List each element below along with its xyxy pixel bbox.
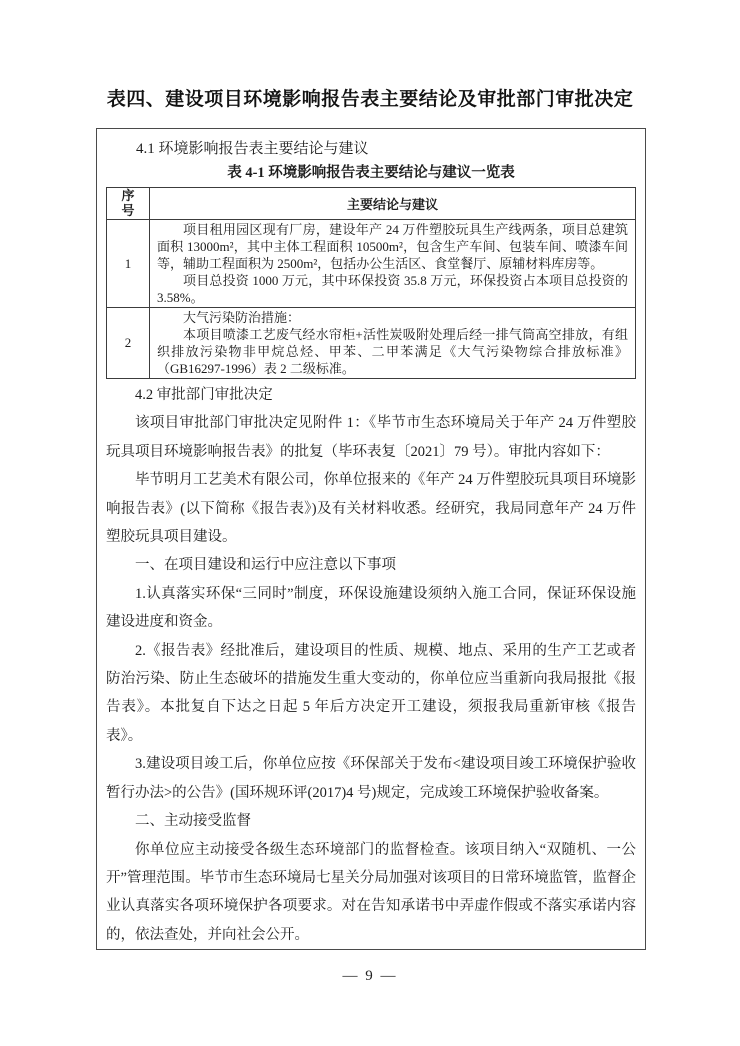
body-paragraph: 1.认真落实环保“三同时”制度，环保设施建设须纳入施工合同，保证环保设施建设进度和资金。 bbox=[106, 585, 636, 631]
table-paragraph: 大气污染防治措施： bbox=[183, 310, 301, 325]
body-paragraph: 该项目审批部门审批决定见附件 1：《毕节市生态环境局关于年产 24 万件塑胶玩具项目环境影响报告表》的批复（毕环表复〔2021〕79 号）。审批内容如下： bbox=[106, 415, 636, 460]
page-title: 表四、建设项目环境影响报告表主要结论及审批部门审批决定 bbox=[106, 89, 634, 110]
column-header-number bbox=[107, 188, 150, 220]
table-4-1-title: 表 4-1 环境影响报告表主要结论与建议一览表 bbox=[227, 165, 515, 181]
table-header-row bbox=[107, 188, 636, 220]
body-paragraph: 3.建设项目竣工后，你单位应按《环保部关于发布<建设项目竣工环境保护验收暂行办法>的公告》(国环规环评(2017)4 号)规定，完成竣工环境保护验收备案。 bbox=[106, 756, 636, 801]
row-content bbox=[150, 308, 636, 379]
table-row bbox=[107, 220, 636, 308]
table-paragraph: 本项目喷漆工艺废气经水帘柜+活性炭吸附处理后经一排气筒高空排放，有组织排放污染物非甲烷总烃、甲苯、二甲苯满足《大气污染物综合排放标准》（GB16297-1996）表 2 二级标准。 bbox=[157, 327, 628, 376]
body-subheading: 二、主动接受监督 bbox=[135, 813, 251, 830]
body-paragraph: 毕节明月工艺美术有限公司，你单位报来的《年产 24 万件塑胶玩具项目环境影响报告表》(以下简称《报告表》)及有关材料收悉。经研究，我局同意年产 24 万件塑胶玩具项目建设。 bbox=[106, 472, 636, 546]
body-subheading: 一、在项目建设和运行中应注意以下事项 bbox=[135, 557, 396, 574]
row-number: 2 bbox=[107, 308, 150, 379]
row-number: 1 bbox=[107, 220, 150, 308]
conclusions-table bbox=[106, 187, 636, 379]
page-number: — 9 — bbox=[342, 968, 398, 984]
body-paragraph: 2.《报告表》经批准后，建设项目的性质、规模、地点、采用的生产工艺或者防治污染、防止生态破坏的措施发生重大变动的，你单位应当重新向我局报批《报告表》。本批复自下达之日起 5 年后方决定开工建设，须报我局重新审核《报告表》。 bbox=[106, 642, 636, 744]
content-box bbox=[96, 128, 646, 950]
table-paragraph: 项目总投资 1000 万元，其中环保投资 35.8 万元，环保投资占本项目总投资的 3.58%。 bbox=[157, 273, 628, 305]
table-row bbox=[107, 308, 636, 379]
row-content bbox=[150, 220, 636, 308]
section-4-1-heading: 4.1 环境影响报告表主要结论与建议 bbox=[136, 141, 369, 157]
section-4-2 bbox=[106, 381, 636, 949]
column-header-conclusions: 主要结论与建议 bbox=[150, 188, 636, 220]
body-paragraph: 你单位应主动接受各级生态环境部门的监督检查。该项目纳入“双随机、一公开”管理范围。毕节市生态环境局七星关分局加强对该项目的日常环境监管，监督企业认真落实各项环境保护各项要求。对在告知承诺书中弄虚作假或不落实承诺内容的，依法查处，并向社会公开。 bbox=[106, 841, 636, 943]
column-header-number-label: 序号 bbox=[121, 188, 135, 218]
table-paragraph: 项目租用园区现有厂房，建设年产 24 万件塑胶玩具生产线两条，项目总建筑面积 13000m²，其中主体工程面积 10500m²，包含生产车间、包装车间、喷漆车间等，辅助工程面积为 2500m²，包括办公生活区、食堂餐厅、原辅材料库房等。 bbox=[157, 222, 628, 271]
section-4-2-heading: 4.2 审批部门审批决定 bbox=[135, 387, 273, 403]
